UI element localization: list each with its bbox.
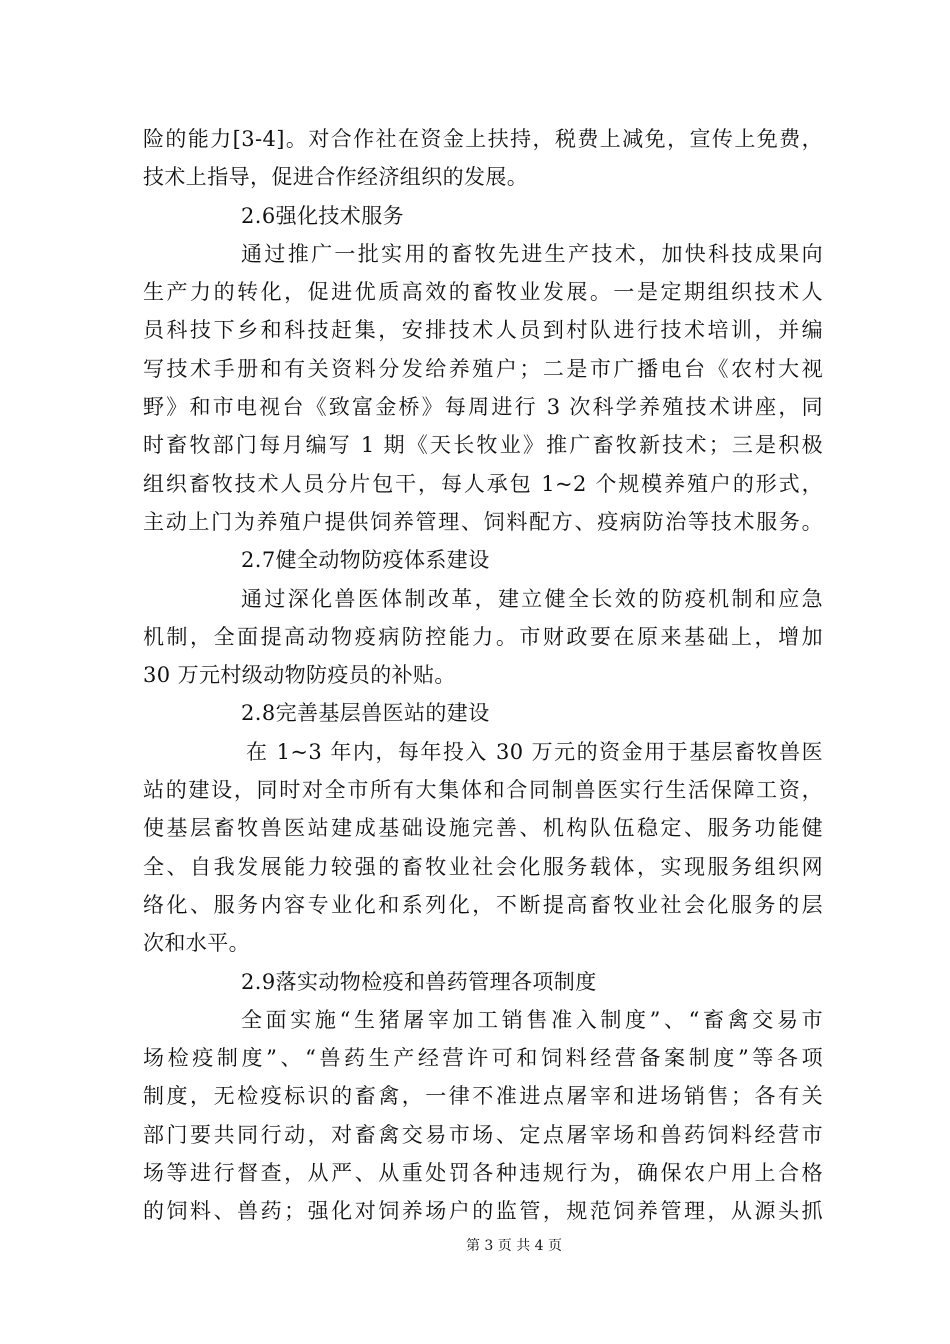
section-heading-2-8: 2.8完善基层兽医站的建设 — [241, 701, 490, 726]
body-text-line: 生产力的转化，促进优质高效的畜牧业发展。一是定期组织技术人 — [143, 280, 823, 305]
body-text-line: 组织畜牧技术人员分片包干，每人承包 1~2 个规模养殖户的形式， — [143, 471, 823, 496]
body-text-line: 在 1~3 年内，每年投入 30 万元的资金用于基层畜牧兽医 — [246, 739, 823, 764]
body-text-line: 络化、服务内容专业化和系列化，不断提高畜牧业社会化服务的层 — [143, 892, 823, 917]
body-text-line: 主动上门为养殖户提供饲养管理、饲料配方、疫病防治等技术服务。 — [143, 509, 823, 534]
section-heading-2-9: 2.9落实动物检疫和兽药管理各项制度 — [241, 969, 597, 994]
section-heading-2-6: 2.6强化技术服务 — [241, 203, 404, 228]
body-text-line: 场检疫制度”、“兽药生产经营许可和饲料经营备案制度”等各项 — [143, 1046, 823, 1071]
body-text-line: 使基层畜牧兽医站建成基础设施完善、机构队伍稳定、服务功能健 — [143, 816, 823, 841]
body-text-line: 员科技下乡和科技赶集，安排技术人员到村队进行技术培训，并编 — [143, 318, 823, 343]
section-heading-2-7: 2.7健全动物防疫体系建设 — [241, 548, 490, 573]
document-page — [143, 120, 823, 1231]
body-text-line: 全面实施“生猪屠宰加工销售准入制度”、“畜禽交易市 — [241, 1007, 823, 1032]
body-text-line: 技术上指导，促进合作经济组织的发展。 — [143, 165, 529, 190]
body-text-line: 时畜牧部门每月编写 1 期《天长牧业》推广畜牧新技术；三是积极 — [143, 433, 823, 458]
body-text-line: 次和水平。 — [143, 931, 250, 956]
body-text-line: 通过深化兽医体制改革，建立健全长效的防疫机制和应急 — [241, 586, 823, 611]
body-text-line: 写技术手册和有关资料分发给养殖户；二是市广播电台《农村大视 — [143, 356, 823, 381]
body-text-line: 通过推广一批实用的畜牧先进生产技术，加快科技成果向 — [241, 241, 823, 266]
body-text-line: 站的建设，同时对全市所有大集体和合同制兽医实行生活保障工资， — [143, 778, 823, 803]
body-text-line: 30 万元村级动物防疫员的补贴。 — [143, 663, 456, 688]
body-text-line: 制度，无检疫标识的畜禽，一律不准进点屠宰和进场销售；各有关 — [143, 1084, 823, 1109]
body-text-line: 机制，全面提高动物疫病防控能力。市财政要在原来基础上，增加 — [143, 624, 823, 649]
body-text-line: 的饲料、兽药；强化对饲养场户的监管，规范饲养管理，从源头抓 — [143, 1199, 823, 1224]
page-number-footer: 第 3 页 共 4 页 — [465, 1238, 563, 1254]
body-text-line: 野》和市电视台《致富金桥》每周进行 3 次科学养殖技术讲座，同 — [143, 395, 823, 420]
body-text-line: 全、自我发展能力较强的畜牧业社会化服务载体，实现服务组织网 — [143, 854, 823, 879]
body-text-line: 部门要共同行动，对畜禽交易市场、定点屠宰场和兽药饲料经营市 — [143, 1122, 823, 1147]
body-text-line: 场等进行督查，从严、从重处罚各种违规行为，确保农户用上合格 — [143, 1161, 823, 1186]
body-text-line: 险的能力[3-4]。对合作社在资金上扶持，税费上减免，宣传上免费， — [143, 127, 823, 151]
